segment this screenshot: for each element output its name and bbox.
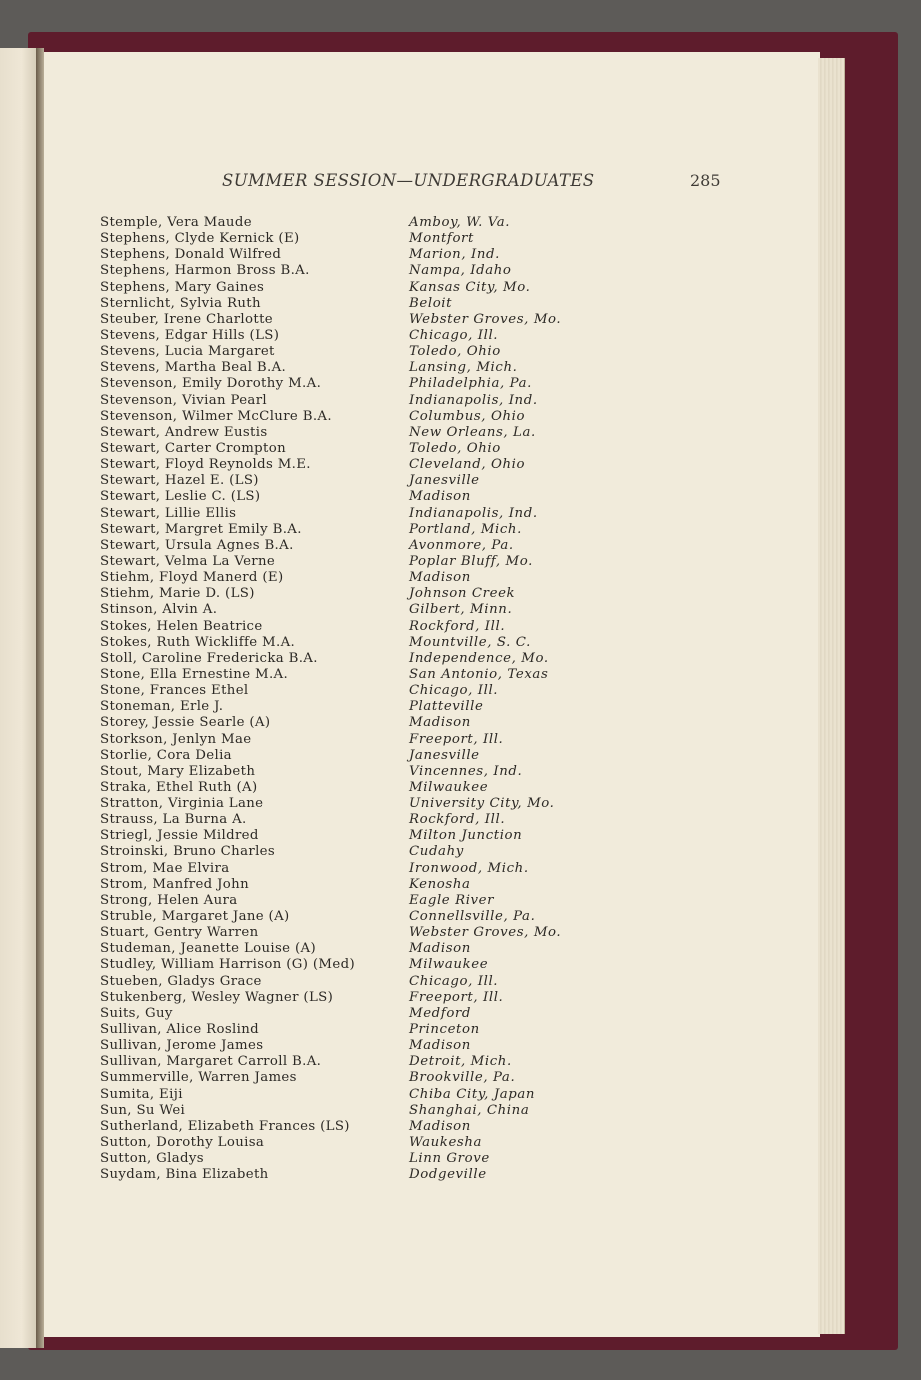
student-hometown: Madison bbox=[409, 715, 471, 731]
student-name: Stevens, Martha Beal B.A. bbox=[100, 360, 287, 376]
student-hometown: Shanghai, China bbox=[409, 1102, 530, 1118]
student-name: Storkson, Jenlyn Mae bbox=[100, 731, 252, 747]
student-hometown: Milwaukee bbox=[409, 779, 489, 795]
list-item bbox=[0, 376, 921, 392]
list-item bbox=[0, 522, 921, 538]
student-hometown: Philadelphia, Pa. bbox=[409, 376, 532, 392]
student-name: Stevens, Lucia Margaret bbox=[100, 344, 275, 360]
student-name: Sternlicht, Sylvia Ruth bbox=[100, 295, 261, 311]
student-hometown: Portland, Mich. bbox=[409, 521, 522, 537]
student-name: Stiehm, Marie D. (LS) bbox=[100, 586, 255, 602]
list-item bbox=[0, 296, 921, 312]
list-item bbox=[0, 715, 921, 731]
list-item bbox=[0, 909, 921, 925]
student-hometown: Dodgeville bbox=[409, 1167, 487, 1183]
list-item bbox=[0, 635, 921, 651]
list-item bbox=[0, 393, 921, 409]
list-item bbox=[0, 344, 921, 360]
student-hometown: Chicago, Ill. bbox=[409, 683, 499, 699]
student-hometown: Milwaukee bbox=[409, 957, 489, 973]
student-name: Straka, Ethel Ruth (A) bbox=[100, 779, 258, 795]
student-hometown: Princeton bbox=[409, 1022, 480, 1038]
student-hometown: Indianapolis, Ind. bbox=[409, 392, 538, 408]
student-name: Stokes, Helen Beatrice bbox=[100, 618, 263, 634]
student-name: Sullivan, Jerome James bbox=[100, 1038, 264, 1054]
list-item bbox=[0, 651, 921, 667]
student-hometown: Madison bbox=[409, 1038, 471, 1054]
student-hometown: Janesville bbox=[409, 747, 480, 763]
list-item bbox=[0, 215, 921, 231]
list-item bbox=[0, 247, 921, 263]
list-item bbox=[0, 409, 921, 425]
student-hometown: Columbus, Ohio bbox=[409, 408, 526, 424]
student-hometown: Janesville bbox=[409, 473, 480, 489]
student-name: Stewart, Lillie Ellis bbox=[100, 505, 237, 521]
student-name: Strong, Helen Aura bbox=[100, 892, 238, 908]
list-item bbox=[0, 828, 921, 844]
running-head: SUMMER SESSION—UNDERGRADUATES bbox=[222, 171, 595, 190]
list-item bbox=[0, 1038, 921, 1054]
student-name: Stroinski, Bruno Charles bbox=[100, 844, 276, 860]
student-name: Stewart, Andrew Eustis bbox=[100, 424, 268, 440]
student-name: Stoneman, Erle J. bbox=[100, 699, 224, 715]
student-hometown: Webster Groves, Mo. bbox=[409, 311, 562, 327]
student-name: Stevenson, Vivian Pearl bbox=[100, 392, 268, 408]
student-hometown: Webster Groves, Mo. bbox=[409, 925, 562, 941]
student-hometown: Cudahy bbox=[409, 844, 464, 860]
list-item bbox=[0, 667, 921, 683]
student-hometown: Lansing, Mich. bbox=[409, 360, 518, 376]
student-name: Stephens, Harmon Bross B.A. bbox=[100, 263, 310, 279]
student-name: Stoll, Caroline Fredericka B.A. bbox=[100, 650, 318, 666]
student-hometown: Montfort bbox=[409, 231, 474, 247]
student-name: Stukenberg, Wesley Wagner (LS) bbox=[100, 989, 334, 1005]
student-hometown: Freeport, Ill. bbox=[409, 731, 504, 747]
student-name: Sutherland, Elizabeth Frances (LS) bbox=[100, 1118, 350, 1134]
student-hometown: Chiba City, Japan bbox=[409, 1086, 536, 1102]
student-hometown: Detroit, Mich. bbox=[409, 1054, 512, 1070]
student-name: Summerville, Warren James bbox=[100, 1070, 297, 1086]
student-hometown: Rockford, Ill. bbox=[409, 618, 506, 634]
list-item bbox=[0, 699, 921, 715]
student-hometown: University City, Mo. bbox=[409, 796, 555, 812]
list-item bbox=[0, 1167, 921, 1183]
student-name: Stephens, Donald Wilfred bbox=[100, 247, 282, 263]
list-item bbox=[0, 877, 921, 893]
student-hometown: Gilbert, Minn. bbox=[409, 602, 513, 618]
list-item bbox=[0, 1070, 921, 1086]
student-hometown: San Antonio, Texas bbox=[409, 666, 549, 682]
student-name: Sullivan, Alice Roslind bbox=[100, 1022, 260, 1038]
student-name: Suits, Guy bbox=[100, 1005, 173, 1021]
student-hometown: Platteville bbox=[409, 699, 484, 715]
student-hometown: Medford bbox=[409, 1005, 471, 1021]
list-item bbox=[0, 844, 921, 860]
list-item bbox=[0, 538, 921, 554]
student-name: Stratton, Virginia Lane bbox=[100, 796, 264, 812]
list-item bbox=[0, 861, 921, 877]
student-name: Stewart, Hazel E. (LS) bbox=[100, 473, 259, 489]
list-item bbox=[0, 941, 921, 957]
student-hometown: Johnson Creek bbox=[409, 586, 516, 602]
list-item bbox=[0, 764, 921, 780]
list-item bbox=[0, 457, 921, 473]
student-name: Stewart, Leslie C. (LS) bbox=[100, 489, 261, 505]
student-name: Stiehm, Floyd Manerd (E) bbox=[100, 570, 284, 586]
student-name: Stevenson, Emily Dorothy M.A. bbox=[100, 376, 322, 392]
student-name: Stewart, Velma La Verne bbox=[100, 553, 276, 569]
list-item bbox=[0, 683, 921, 699]
student-name: Stout, Mary Elizabeth bbox=[100, 763, 256, 779]
student-name: Stewart, Floyd Reynolds M.E. bbox=[100, 457, 311, 473]
student-hometown: Madison bbox=[409, 941, 471, 957]
student-hometown: Chicago, Ill. bbox=[409, 327, 499, 343]
list-item bbox=[0, 602, 921, 618]
student-name: Sumita, Eiji bbox=[100, 1086, 183, 1102]
list-item bbox=[0, 231, 921, 247]
student-hometown: New Orleans, La. bbox=[409, 424, 536, 440]
student-name: Stinson, Alvin A. bbox=[100, 602, 218, 618]
student-hometown: Toledo, Ohio bbox=[409, 344, 501, 360]
student-hometown: Brookville, Pa. bbox=[409, 1070, 516, 1086]
student-hometown: Kansas City, Mo. bbox=[409, 279, 531, 295]
list-item bbox=[0, 893, 921, 909]
student-hometown: Madison bbox=[409, 570, 471, 586]
student-name: Stemple, Vera Maude bbox=[100, 215, 252, 230]
list-item bbox=[0, 586, 921, 602]
student-hometown: Marion, Ind. bbox=[409, 247, 500, 263]
student-hometown: Mountville, S. C. bbox=[409, 634, 531, 650]
student-hometown: Eagle River bbox=[409, 892, 495, 908]
student-name: Stone, Frances Ethel bbox=[100, 683, 249, 699]
student-hometown: Amboy, W. Va. bbox=[409, 215, 511, 230]
list-item bbox=[0, 990, 921, 1006]
student-hometown: Poplar Bluff, Mo. bbox=[409, 553, 533, 569]
list-item bbox=[0, 473, 921, 489]
student-hometown: Indianapolis, Ind. bbox=[409, 505, 538, 521]
student-hometown: Milton Junction bbox=[409, 828, 523, 844]
list-item bbox=[0, 425, 921, 441]
student-hometown: Independence, Mo. bbox=[409, 650, 549, 666]
list-item bbox=[0, 796, 921, 812]
student-hometown: Cleveland, Ohio bbox=[409, 457, 526, 473]
list-item bbox=[0, 1087, 921, 1103]
list-item bbox=[0, 263, 921, 279]
list-item bbox=[0, 925, 921, 941]
student-name: Strom, Mae Elvira bbox=[100, 860, 230, 876]
list-item bbox=[0, 619, 921, 635]
student-name: Stokes, Ruth Wickliffe M.A. bbox=[100, 634, 296, 650]
student-name: Stuart, Gentry Warren bbox=[100, 925, 259, 941]
list-item bbox=[0, 812, 921, 828]
student-name: Suydam, Bina Elizabeth bbox=[100, 1167, 269, 1183]
student-name: Stewart, Carter Crompton bbox=[100, 440, 287, 456]
student-name: Sutton, Dorothy Louisa bbox=[100, 1135, 265, 1151]
student-hometown: Kenosha bbox=[409, 876, 471, 892]
list-item bbox=[0, 748, 921, 764]
student-name: Stueben, Gladys Grace bbox=[100, 973, 262, 989]
list-item bbox=[0, 957, 921, 973]
list-item bbox=[0, 328, 921, 344]
page-number: 285 bbox=[690, 171, 721, 190]
list-item bbox=[0, 1006, 921, 1022]
student-name: Studeman, Jeanette Louise (A) bbox=[100, 941, 316, 957]
student-list bbox=[0, 215, 921, 1183]
student-name: Stewart, Ursula Agnes B.A. bbox=[100, 537, 294, 553]
student-hometown: Nampa, Idaho bbox=[409, 263, 512, 279]
list-item bbox=[0, 489, 921, 505]
student-name: Studley, William Harrison (G) (Med) bbox=[100, 957, 356, 973]
list-item bbox=[0, 1022, 921, 1038]
student-name: Stephens, Mary Gaines bbox=[100, 279, 265, 295]
list-item bbox=[0, 506, 921, 522]
student-hometown: Waukesha bbox=[409, 1135, 483, 1151]
student-hometown: Toledo, Ohio bbox=[409, 440, 501, 456]
list-item bbox=[0, 1119, 921, 1135]
list-item bbox=[0, 312, 921, 328]
student-name: Stephens, Clyde Kernick (E) bbox=[100, 231, 300, 247]
list-item bbox=[0, 732, 921, 748]
student-name: Strauss, La Burna A. bbox=[100, 812, 247, 828]
student-name: Sullivan, Margaret Carroll B.A. bbox=[100, 1054, 322, 1070]
student-name: Sutton, Gladys bbox=[100, 1151, 204, 1167]
student-name: Stewart, Margret Emily B.A. bbox=[100, 521, 302, 537]
student-name: Storlie, Cora Delia bbox=[100, 747, 232, 763]
student-hometown: Beloit bbox=[409, 295, 453, 311]
list-item bbox=[0, 974, 921, 990]
student-name: Stevens, Edgar Hills (LS) bbox=[100, 327, 280, 343]
list-item bbox=[0, 1103, 921, 1119]
student-name: Strom, Manfred John bbox=[100, 876, 249, 892]
student-name: Steuber, Irene Charlotte bbox=[100, 311, 273, 327]
student-hometown: Freeport, Ill. bbox=[409, 989, 504, 1005]
student-hometown: Madison bbox=[409, 489, 471, 505]
student-hometown: Madison bbox=[409, 1118, 471, 1134]
student-name: Stone, Ella Ernestine M.A. bbox=[100, 666, 289, 682]
page-header bbox=[0, 171, 921, 191]
student-hometown: Ironwood, Mich. bbox=[409, 860, 529, 876]
list-item bbox=[0, 780, 921, 796]
list-item bbox=[0, 360, 921, 376]
student-hometown: Rockford, Ill. bbox=[409, 812, 506, 828]
student-hometown: Vincennes, Ind. bbox=[409, 763, 523, 779]
student-name: Storey, Jessie Searle (A) bbox=[100, 715, 271, 731]
list-item bbox=[0, 1135, 921, 1151]
list-item bbox=[0, 1151, 921, 1167]
student-hometown: Connellsville, Pa. bbox=[409, 909, 536, 925]
student-hometown: Avonmore, Pa. bbox=[409, 537, 514, 553]
student-hometown: Chicago, Ill. bbox=[409, 973, 499, 989]
student-hometown: Linn Grove bbox=[409, 1151, 490, 1167]
list-item bbox=[0, 570, 921, 586]
list-item bbox=[0, 441, 921, 457]
list-item bbox=[0, 280, 921, 296]
student-name: Stevenson, Wilmer McClure B.A. bbox=[100, 408, 332, 424]
list-item bbox=[0, 1054, 921, 1070]
student-name: Striegl, Jessie Mildred bbox=[100, 828, 259, 844]
list-item bbox=[0, 554, 921, 570]
student-name: Sun, Su Wei bbox=[100, 1102, 186, 1118]
student-name: Struble, Margaret Jane (A) bbox=[100, 909, 290, 925]
